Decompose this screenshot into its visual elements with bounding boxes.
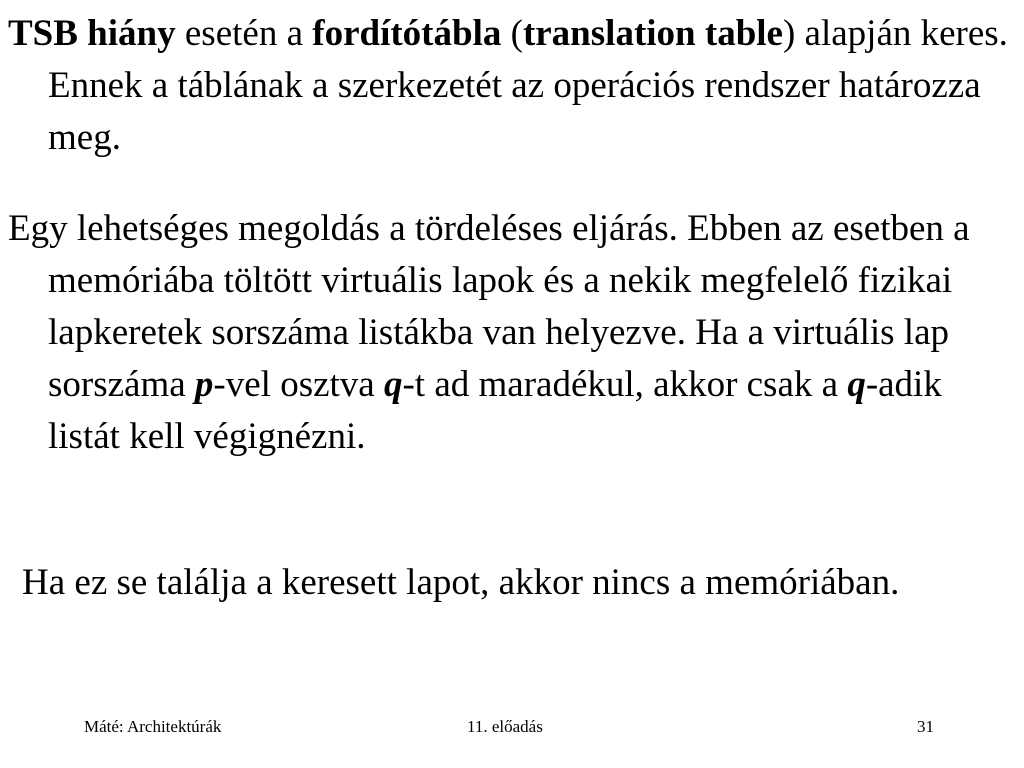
- variable-q: q: [383, 364, 403, 405]
- footer-author-course: Máté: Architektúrák: [84, 717, 222, 736]
- term-forditotabla: fordítótábla: [312, 13, 502, 54]
- text-segment: (: [501, 13, 523, 54]
- footer-page-number: 31: [917, 717, 934, 736]
- paragraph-tsb-miss: [8, 8, 1012, 164]
- paragraph-hashing-method: [8, 203, 1012, 463]
- variable-p: p: [194, 364, 214, 405]
- paragraph-not-in-memory: [22, 557, 1024, 609]
- text-segment: Ha ez se találja a keresett lapot, akkor nincs a memóriában.: [22, 562, 900, 603]
- term-tsb-miss: TSB hiány: [8, 13, 176, 54]
- term-translation-table: translation table: [522, 13, 783, 54]
- text-segment: -adik listát kell végignézni.: [48, 364, 942, 457]
- text-segment: -vel osztva: [213, 364, 384, 405]
- text-segment: ) alapján keres. Ennek a táblának a szerkezetét az operációs rendszer határozza meg.: [48, 13, 1008, 158]
- text-segment: -t ad maradékul, akkor csak a: [402, 364, 848, 405]
- footer-lecture-number: 11. előadás: [467, 717, 543, 736]
- text-segment: esetén a: [175, 13, 313, 54]
- variable-q: q: [847, 364, 866, 405]
- text-segment: Egy lehetséges megoldás a tördeléses eljárás. Ebben az esetben a memóriába töltött virtuális lapok és a nekik megfelelő fizikai lapkeretek sorszáma listákba van helyezve. Ha a virtuális lap sorszáma: [8, 208, 970, 405]
